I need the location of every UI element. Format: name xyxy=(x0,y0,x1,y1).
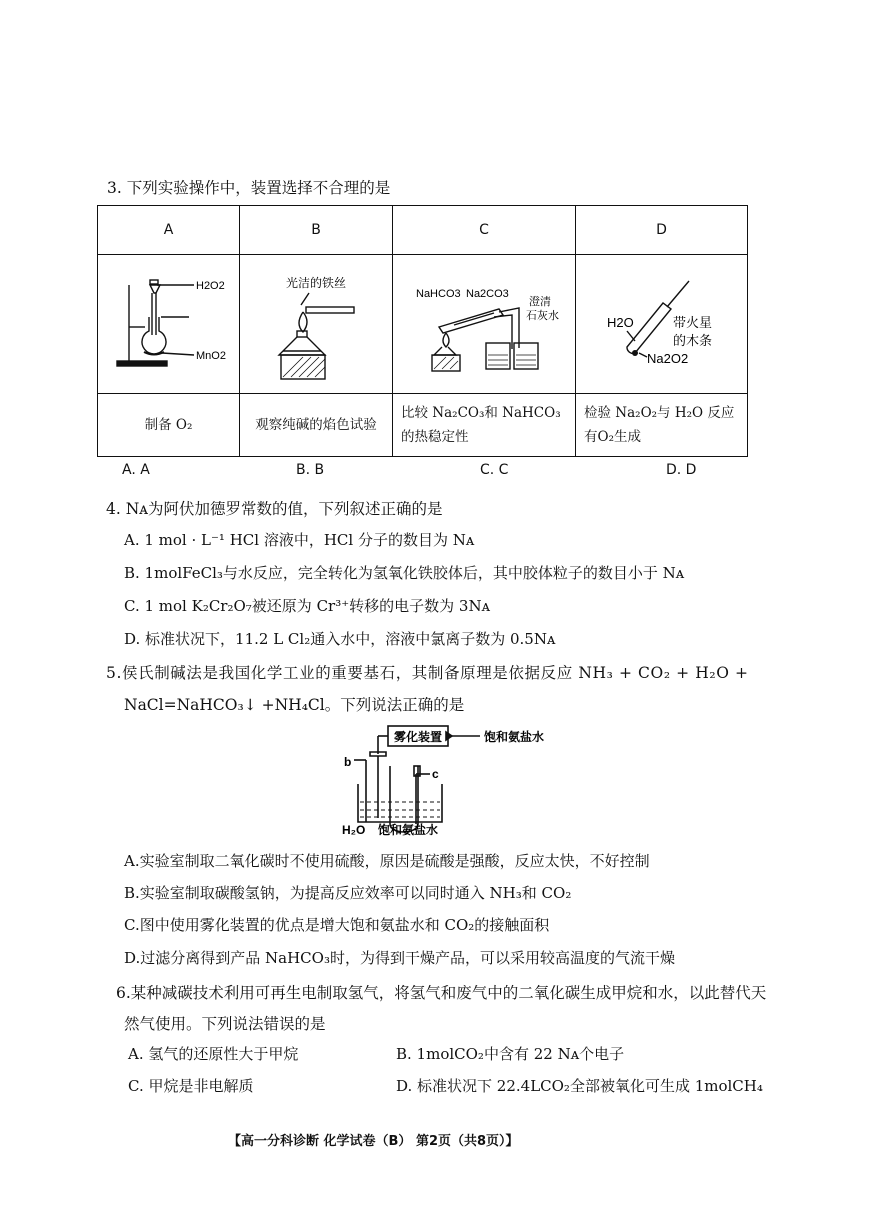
q4-option-c[interactable]: C. 1 mol K₂Cr₂O₇被还原为 Cr³⁺转移的电子数为 3Nᴀ xyxy=(124,597,491,615)
label-c: c xyxy=(432,767,439,781)
desc-c: 比较 Na₂CO₃和 NaHCO₃的热稳定性 xyxy=(393,394,576,457)
apparatus-a xyxy=(98,255,240,394)
q5-option-c[interactable]: C.图中使用雾化装置的优点是增大饱和氨盐水和 CO₂的接触面积 xyxy=(124,916,550,934)
question-4-title: 4. Nᴀ为阿伏加德罗常数的值，下列叙述正确的是 xyxy=(106,500,443,518)
label-bottom-brine: 饱和氨盐水 xyxy=(378,823,439,837)
label-b: b xyxy=(344,755,352,769)
label-mno2: MnO2 xyxy=(195,350,226,362)
question-3-title: 3. 下列实验操作中，装置选择不合理的是 xyxy=(107,179,391,197)
desc-b: 观察纯碱的焰色试验 xyxy=(240,394,393,457)
label-iron-wire: 光洁的铁丝 xyxy=(286,276,347,290)
experiment-table xyxy=(97,205,748,457)
header-b: B xyxy=(240,206,393,255)
label-na2co3: Na2CO3 xyxy=(466,288,509,300)
oxygen-test-diagram xyxy=(577,255,747,389)
label-lime-water-2: 石灰水 xyxy=(526,309,559,322)
q6-option-c[interactable]: C. 甲烷是非电解质 xyxy=(128,1077,254,1095)
page-footer: 【高一分科诊断 化学试卷（B） 第2页（共8页）】 xyxy=(228,1134,519,1149)
q5-option-d[interactable]: D.过滤分离得到产品 NaHCO₃时，为得到干燥产品，可以采用较高温度的气流干燥 xyxy=(124,949,675,967)
desc-d: 检验 Na₂O₂与 H₂O 反应有O₂生成 xyxy=(576,394,748,457)
label-lime-water-1: 澄清 xyxy=(529,295,551,308)
q3-choice-d[interactable]: D. D xyxy=(666,462,697,478)
label-h2o-bath: H₂O xyxy=(342,823,366,837)
apparatus-d xyxy=(576,255,748,394)
label-feed: 饱和氨盐水 xyxy=(484,730,545,744)
label-nahco3: NaHCO3 xyxy=(416,288,461,300)
label-h2o2: H2O2 xyxy=(195,280,225,292)
label-na2o2: Na2O2 xyxy=(646,351,688,366)
q3-choice-b[interactable]: B. B xyxy=(296,462,325,478)
flame-test-diagram xyxy=(241,255,391,389)
apparatus-b xyxy=(240,255,393,394)
header-c: C xyxy=(393,206,576,255)
header-a: A xyxy=(98,206,240,255)
label-atomizer: 雾化装置 xyxy=(394,730,443,744)
header-d: D xyxy=(576,206,748,255)
q6-option-d[interactable]: D. 标准状况下 22.4LCO₂全部被氧化可生成 1molCH₄ xyxy=(396,1077,763,1095)
solvay-apparatus-diagram xyxy=(330,722,560,838)
thermal-stability-diagram xyxy=(394,255,574,389)
q4-option-b[interactable]: B. 1molFeCl₃与水反应，完全转化为氢氧化铁胶体后，其中胶体粒子的数目小于 Nᴀ xyxy=(124,564,685,582)
q6-option-b[interactable]: B. 1molCO₂中含有 22 Nᴀ个电子 xyxy=(396,1045,625,1063)
question-6-title-line2: 然气使用。下列说法错误的是 xyxy=(124,1015,326,1033)
q3-choice-a[interactable]: A. A xyxy=(122,462,150,478)
oxygen-generator-diagram xyxy=(99,255,239,389)
q4-option-d[interactable]: D. 标准状况下，11.2 L Cl₂通入水中，溶液中氯离子数为 0.5Nᴀ xyxy=(124,630,556,648)
question-5-title-line1: 5.侯氏制碱法是我国化学工业的重要基石，其制备原理是依据反应 NH₃ + CO₂ + H₂O + xyxy=(106,664,749,682)
q6-option-a[interactable]: A. 氢气的还原性大于甲烷 xyxy=(128,1045,299,1063)
desc-a: 制备 O₂ xyxy=(98,394,240,457)
q5-option-a[interactable]: A.实验室制取二氧化碳时不使用硫酸，原因是硫酸是强酸，反应太快，不好控制 xyxy=(124,852,650,870)
q3-choice-c[interactable]: C. C xyxy=(480,462,509,478)
q4-option-a[interactable]: A. 1 mol · L⁻¹ HCl 溶液中，HCl 分子的数目为 Nᴀ xyxy=(124,531,475,549)
label-splint-2: 的木条 xyxy=(672,334,712,349)
label-splint-1: 带火星 xyxy=(672,316,712,331)
q5-option-b[interactable]: B.实验室制取碳酸氢钠，为提高反应效率可以同时通入 NH₃和 CO₂ xyxy=(124,884,572,902)
apparatus-c xyxy=(393,255,576,394)
question-5-title-line2: NaCl=NaHCO₃↓ +NH₄Cl。下列说法正确的是 xyxy=(124,696,465,714)
label-h2o: H2O xyxy=(606,315,634,330)
question-6-title-line1: 6.某种减碳技术利用可再生电制取氢气，将氢气和废气中的二氧化碳生成甲烷和水，以此替代天 xyxy=(116,984,767,1002)
